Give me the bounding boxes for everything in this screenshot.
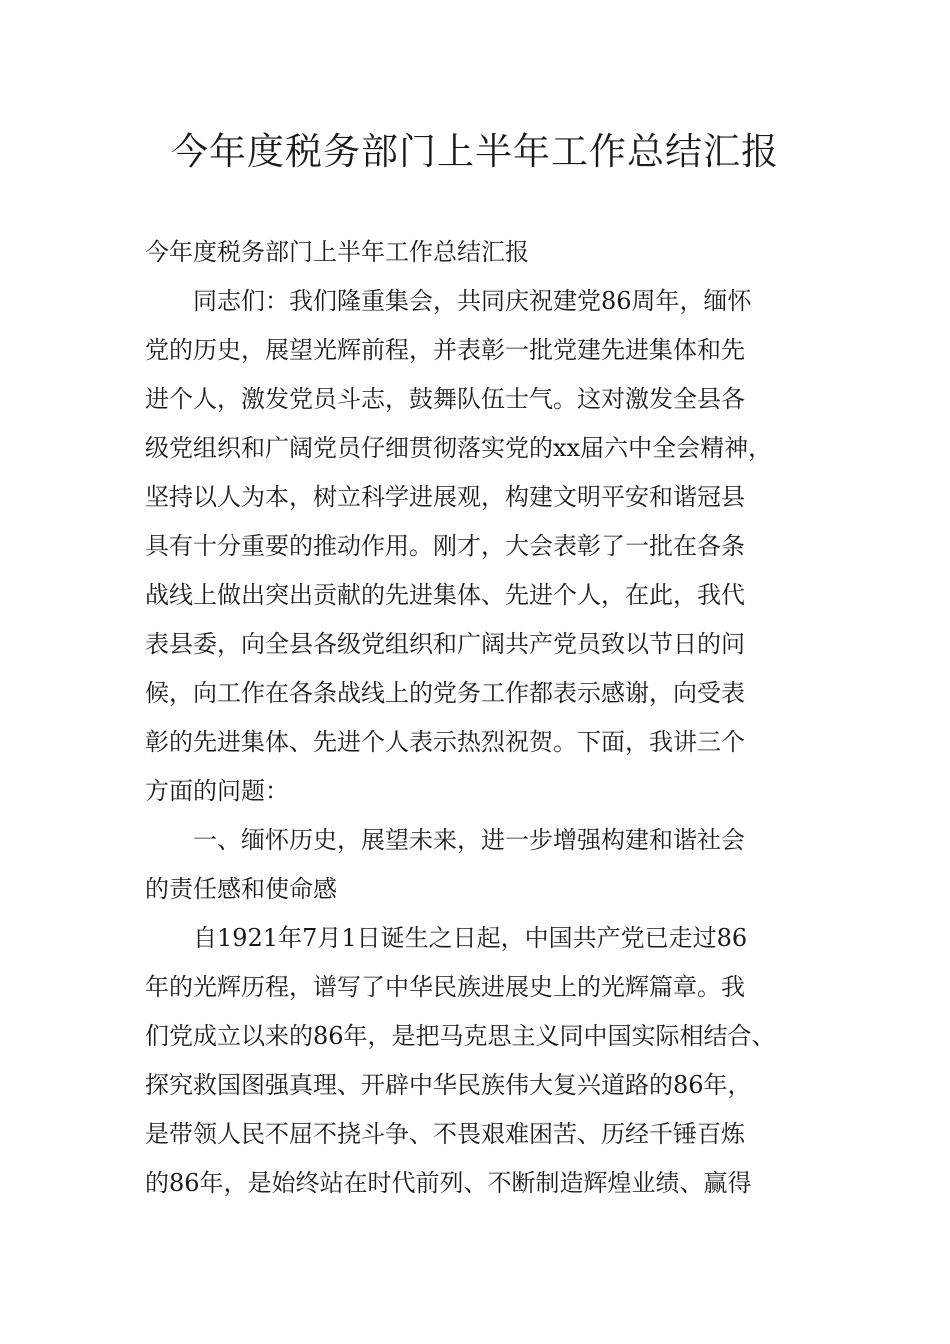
body-line: 表县委，向全县各级党组织和广阔共产党员致以节日的问 xyxy=(145,630,745,658)
document-title: 今年度税务部门上半年工作总结汇报 xyxy=(171,130,779,173)
body-line: 候，向工作在各条战线上的党务工作都表示感谢，向受表 xyxy=(145,679,745,707)
body-line: 自1921年7月1日诞生之日起，中国共产党已走过86 xyxy=(193,924,748,952)
body-line: 彰的先进集体、先进个人表示热烈祝贺。下面，我讲三个 xyxy=(145,728,745,756)
body-line: 同志们：我们隆重集会，共同庆祝建党86周年，缅怀 xyxy=(193,287,752,315)
body-line: 党的历史，展望光辉前程，并表彰一批党建先进集体和先 xyxy=(145,336,745,364)
body-line: 进个人，激发党员斗志，鼓舞队伍士气。这对激发全县各 xyxy=(145,385,745,413)
body-line: 具有十分重要的推动作用。刚才，大会表彰了一批在各条 xyxy=(145,532,745,560)
body-line-subtitle: 今年度税务部门上半年工作总结汇报 xyxy=(145,238,529,266)
body-line: 方面的问题： xyxy=(145,777,289,805)
body-line: 是带领人民不屈不挠斗争、不畏艰难困苦、历经千锤百炼 xyxy=(145,1120,745,1148)
body-line: 坚持以人为本，树立科学进展观，构建文明平安和谐冠县 xyxy=(145,483,745,511)
document-body xyxy=(145,228,815,1208)
section-heading-line: 的责任感和使命感 xyxy=(145,875,337,903)
body-line: 探究救国图强真理、开辟中华民族伟大复兴道路的86年， xyxy=(145,1071,752,1099)
body-line: 战线上做出突出贡献的先进集体、先进个人，在此，我代 xyxy=(145,581,745,609)
body-line: 级党组织和广阔党员仔细贯彻落实党的xx届六中全会精神， xyxy=(145,434,773,462)
body-line: 年的光辉历程，谱写了中华民族进展史上的光辉篇章。我 xyxy=(145,973,745,1001)
section-heading-line: 一、缅怀历史，展望未来，进一步增强构建和谐社会 xyxy=(193,826,745,854)
body-line: 们党成立以来的86年，是把马克思主义同中国实际相结合、 xyxy=(145,1022,776,1050)
body-line: 的86年，是始终站在时代前列、不断制造辉煌业绩、赢得 xyxy=(145,1169,752,1197)
